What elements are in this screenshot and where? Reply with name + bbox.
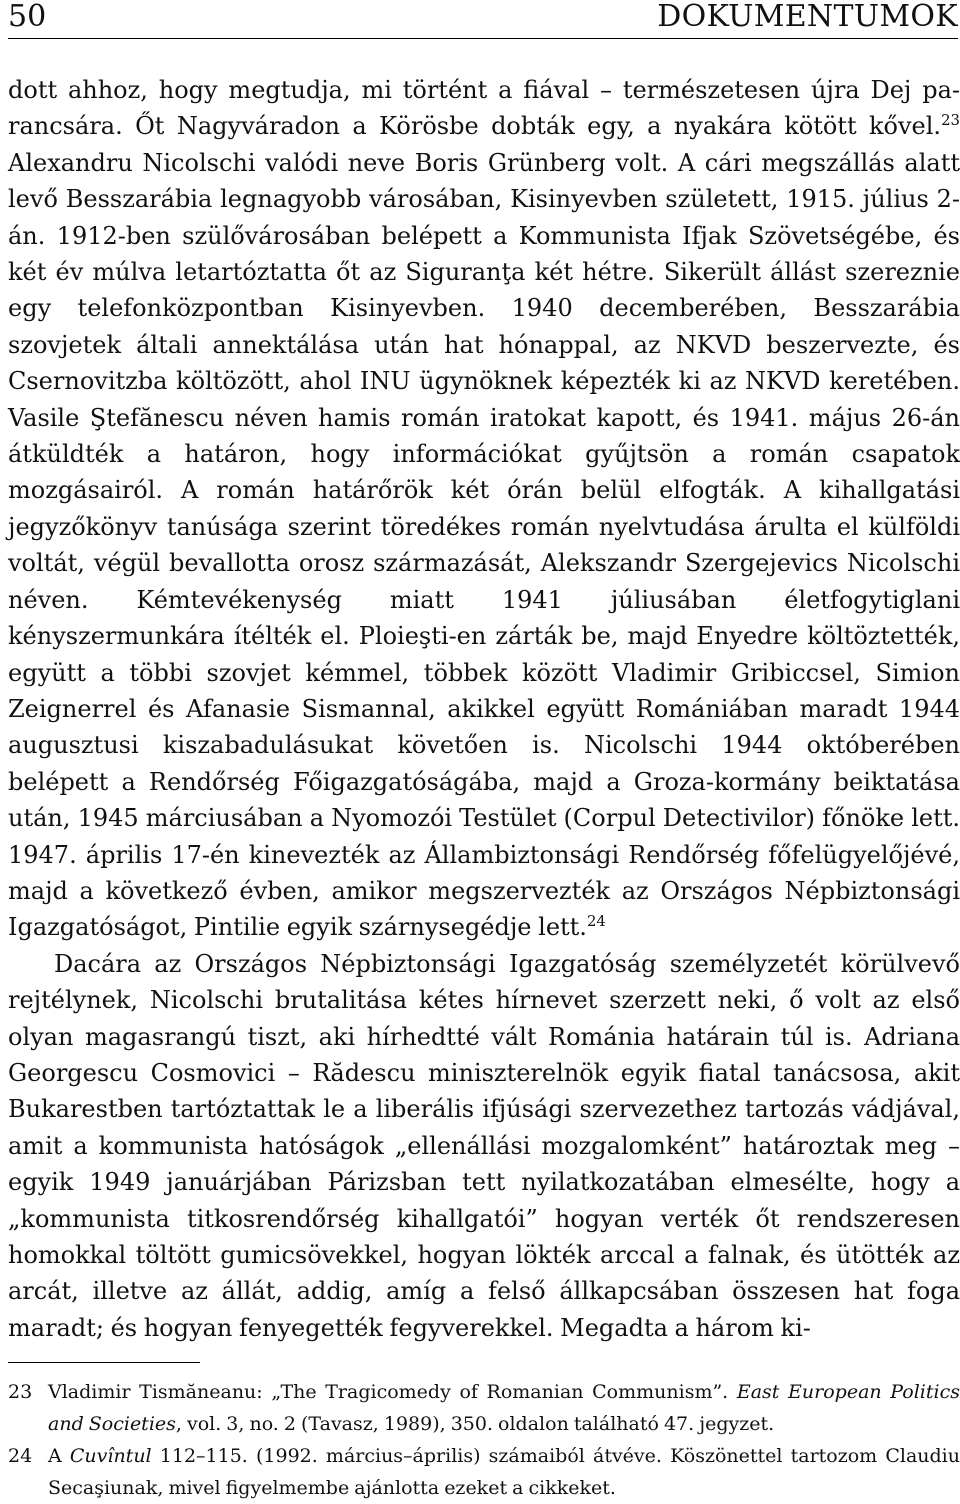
paragraph-1 bbox=[8, 72, 960, 946]
footnote-text bbox=[48, 1440, 960, 1504]
footnote-text-part: , vol. 3, no. 2 (Tavasz, 1989), 350. oldalon található 47. jegyzet. bbox=[175, 1413, 775, 1435]
footnote-23 bbox=[8, 1376, 960, 1440]
footnote-number: 24 bbox=[8, 1445, 33, 1467]
footnote-number: 23 bbox=[8, 1381, 33, 1403]
footnote-italic-title: Cuvîntul bbox=[69, 1445, 152, 1467]
section-title: DOKUMENTUMOK bbox=[657, 0, 958, 34]
footnote-ref-23: 23 bbox=[941, 111, 960, 130]
footnote-rule bbox=[8, 1362, 200, 1363]
footnote-italic-title: East European Politics and Societies bbox=[48, 1381, 960, 1435]
page-number: 50 bbox=[8, 0, 47, 34]
paragraph-2: Dacára az Országos Népbiztonsági Igazgatóság személyzetét körülvevő rejtélynek, Nicolschi brutalitása kétes hírnevet szerzett neki, ő volt az első olyan magasrangú tiszt, aki hírhedtté vált Románia határain túl is. Adriana Georgescu Cosmovici – Rădescu miniszterelnök egyik fiatal tanácsosa, akit Bukarestben tartóztattak le a liberális ifjúsági szervezethez tartozás vádjával, amit a kommunista hatóságok „ellenállási mozgalomként” határoztak meg – egyik 1949 januárjában Párizsban tett nyilatkozatában elmesélte, hogy a „kommunista titkosrendőrség kihallgatói” hogyan verték őt rendszeresen homokkal töltött gumicsövekkel, hogyan lökték arccal a falnak, és ütötték az arcát, illetve az állát, addig, amíg a felső állkapcsában összesen hat foga maradt; és hogyan fenyegették fegyverekkel. Megadta a három ki- bbox=[8, 949, 960, 1342]
header-rule bbox=[8, 38, 958, 39]
footnotes bbox=[8, 1376, 960, 1504]
paragraph-1-part-b: Alexandru Nicolschi valódi neve Boris Grünberg volt. A cári megszállás alatt levő Besszarábia legnagyobb városában, Kisinyevben született, 1915. július 2-án. 1912-ben szülővárosában belépett a Kommunista Ifjak Szövetségébe, és két év múlva letartóztatta őt az Siguranţa két hétre. Sikerült állást szereznie egy telefonközpontban Kisinyevben. 1940 decemberében, Besszarábia szovjetek általi annektálása után hat hónappal, az NKVD beszervezte, és Csernovitzba költözött, ahol INU ügynöknek képezték ki az NKVD keretében. Vasile Ştefănescu néven hamis román iratokat kapott, és 1941. május 26-án átküldték a határon, hogy információkat gyűjtsön a román csapatok mozgásairól. A román határőrök két órán belül elfogták. A kihallgatási jegyzőkönyv tanúsága szerint töredékes román nyelvtudása árulta el külföldi voltát, végül bevallotta orosz származását, Alekszandr Szergejevics Nicolschi néven. Kémtevékenység miatt 1941 júliusában életfogytiglani kényszermunkára ítélték el. Ploieşti-en zárták be, majd Enyedre költöztették, együtt a többi szovjet kémmel, többek között Vladimir Gribiccsel, Simion Zeignerrel és Afanasie Sismannal, akikkel együtt Romániában maradt 1944 augusztusi kiszabadulásukat követően is. Nicolschi 1944 októberében belépett a Rendőrség Főigazgatóságába, majd a Groza-kormány beiktatása után, 1945 márciusában a Nyomozói Testület (Corpul Detectivilor) főnöke lett. 1947. április 17-én kinevezték az Állambiztonsági Rendőrség főfelügyelőjévé, majd a következő évben, amikor megszervezték az Országos Népbiztonsági Igazgatóságot, Pintilie egyik szárnysegédje lett. bbox=[8, 148, 960, 942]
footnote-text-part: 112–115. (1992. március–április) számaiból átvéve. Köszönettel tartozom Claudiu Secaşiunak, mivel figyelmembe ajánlotta ezeket a cikkeket. bbox=[48, 1445, 960, 1499]
footnote-ref-24: 24 bbox=[586, 912, 606, 931]
footnote-text-part: Vladimir Tismăneanu: „The Tragicomedy of Romanian Communism”. bbox=[48, 1381, 737, 1403]
footnote-text bbox=[48, 1376, 960, 1440]
paragraph-1-part-a: dott ahhoz, hogy megtudja, mi történt a fiával – természetesen újra Dej parancsára. Őt Nagyváradon a Körösbe dobták egy, a nyakára kötött kővel. bbox=[8, 76, 960, 141]
footnote-24 bbox=[8, 1440, 960, 1504]
footnote-text-part: A bbox=[48, 1445, 70, 1467]
main-text bbox=[8, 72, 960, 1346]
running-header bbox=[8, 0, 958, 38]
